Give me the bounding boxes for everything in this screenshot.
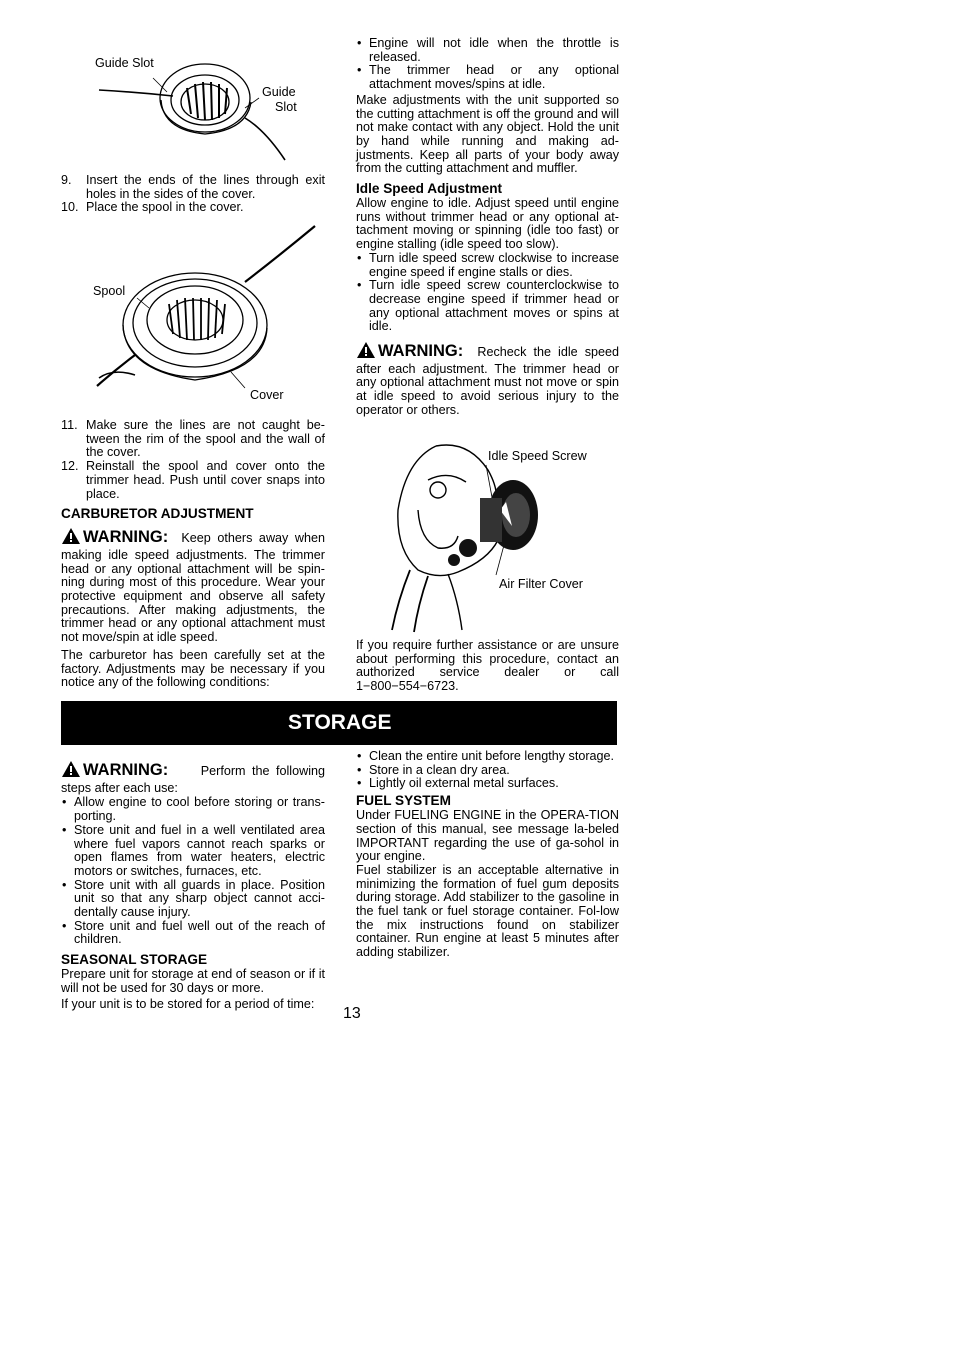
idle-speed-paragraph: Allow engine to idle. Adjust speed until engine runs without trimmer head or any optional at-tachment moving or spinning (idle too fast) or engine stalling (idle speed too slow). xyxy=(356,196,619,252)
assistance-paragraph: If you require further assistance or are unsure about performing this procedure, contact an authorized service dealer or call 1−800−554−6723. xyxy=(356,638,619,694)
idle-speed-heading: Idle Speed Adjustment xyxy=(356,181,503,197)
list-item: • Engine will not idle when the throttle is released. xyxy=(356,37,619,64)
list-item: • Store unit and fuel well out of the reach of children. xyxy=(61,920,325,947)
list-item: • Lightly oil external metal surfaces. xyxy=(356,777,619,791)
guide-slot-label-right-line2: Slot xyxy=(275,100,297,114)
fuel-paragraph-2: Fuel stabilizer is an acceptable alternative in minimizing the formation of fuel gum deposits during storage. Add stabilizer to the gasoline in the fuel tank or fuel storage container. Fol-low the mix instructions found on stabilizer container. Run engine at least 5 minutes after adding stabilizer. xyxy=(356,862,619,960)
list-item: • The trimmer head or any optional attachment moves/spins at idle. xyxy=(356,64,619,91)
step-11: 11. Make sure the lines are not caught be-tween the rim of the spool and the wall of the cover. xyxy=(61,418,325,460)
storage-title: STORAGE xyxy=(288,711,392,734)
idle-speed-screw-label: Idle Speed Screw xyxy=(488,449,587,463)
steps-9-10 xyxy=(61,174,325,215)
warning-triangle-icon xyxy=(61,527,81,549)
storage-period-list xyxy=(356,750,619,791)
left-column-lower xyxy=(61,419,325,690)
steps-11-12 xyxy=(61,419,325,501)
idle-speed-screw-figure xyxy=(388,440,558,635)
idle-conditions-list xyxy=(356,37,619,92)
list-item: • Clean the entire unit before lengthy storage. xyxy=(356,750,619,764)
carburetor-warning: WARNING: Keep others away when making idle speed adjustments. The trimmer head or any optional attachment will be spin-ning during most of this procedure. Wear your protective equipment and observe all safety precautions. After making adjustments, the trimmer head or any optional attachment must not move/spin at idle speed. xyxy=(61,528,326,645)
list-item: • Store unit with all guards in place. Position unit so that any sharp object cannot acci-dentally cause injury. xyxy=(61,879,325,920)
right-column-upper xyxy=(356,37,619,418)
step-10: 10. Place the spool in the cover. xyxy=(61,200,244,215)
guide-slot-label-left: Guide Slot xyxy=(95,56,154,70)
storage-warning: WARNING: Perform the following steps after each use: xyxy=(61,761,325,795)
warning-triangle-icon xyxy=(61,760,81,782)
air-filter-cover-label: Air Filter Cover xyxy=(499,577,583,591)
storage-steps-list xyxy=(61,796,325,947)
seasonal-paragraph-2: If your unit is to be stored for a period of time: xyxy=(61,996,315,1011)
spool-cover-figure xyxy=(95,220,325,410)
page-number: 13 xyxy=(343,1005,361,1022)
list-item: • Allow engine to cool before storing or trans-porting. xyxy=(61,796,325,823)
step-12: 12. Reinstall the spool and cover onto the trimmer head. Push until cover snaps into place. xyxy=(61,459,325,501)
idle-speed-list xyxy=(356,252,619,334)
storage-left-column xyxy=(61,760,325,1011)
spool-label: Spool xyxy=(93,284,126,298)
fuel-system-heading: FUEL SYSTEM xyxy=(356,793,451,809)
carburetor-heading: CARBURETOR ADJUSTMENT xyxy=(61,506,254,522)
warning-triangle-icon xyxy=(356,341,376,363)
step-9: 9. Insert the ends of the lines through exit holes in the sides of the cover. xyxy=(61,173,325,201)
list-item: • Turn idle speed screw clockwise to increase engine speed if engine stalls or dies. xyxy=(356,252,619,279)
recheck-warning: WARNING: Recheck the idle speed after each adjustment. The trimmer head or any optional attachment must not move or spin at idle speed to avoid serious injury to the operator or others. xyxy=(356,342,620,417)
list-item: • Store in a clean dry area. xyxy=(356,764,619,778)
seasonal-paragraph-1: Prepare unit for storage at end of season or if it will not be used for 30 days or more. xyxy=(61,967,325,995)
guide-slot-label-right-line1: Guide xyxy=(262,85,296,99)
cover-label: Cover xyxy=(250,388,284,402)
storage-banner xyxy=(61,701,617,745)
adjustment-paragraph: Make adjustments with the unit supported so the cutting attachment is off the ground and will not make contact with any object. Hold the unit by hand while running and making ad-justments. Keep all parts of your body away from the cutting attachment and muffler. xyxy=(356,92,619,176)
list-item: • Store unit and fuel in a well ventilated area where fuel vapors cannot reach sparks or open flames from water heaters, electric motors or switches, furnaces, etc. xyxy=(61,824,325,879)
assistance-block xyxy=(356,639,619,694)
list-item: • Turn idle speed screw counterclockwise to decrease engine speed if trimmer head or any optional attachment moves or spins at idle. xyxy=(356,279,619,334)
carburetor-paragraph: The carburetor has been carefully set at the factory. Adjustments may be necessary if you notice any of the following conditions: xyxy=(61,647,325,690)
storage-right-column xyxy=(356,750,619,960)
seasonal-storage-heading: SEASONAL STORAGE xyxy=(61,952,208,968)
fuel-paragraph-1: Under FUELING ENGINE in the OPERA-TION section of this manual, see message la-beled IMPORTANT regarding the use of ga-sohol in your engine. xyxy=(356,808,619,864)
